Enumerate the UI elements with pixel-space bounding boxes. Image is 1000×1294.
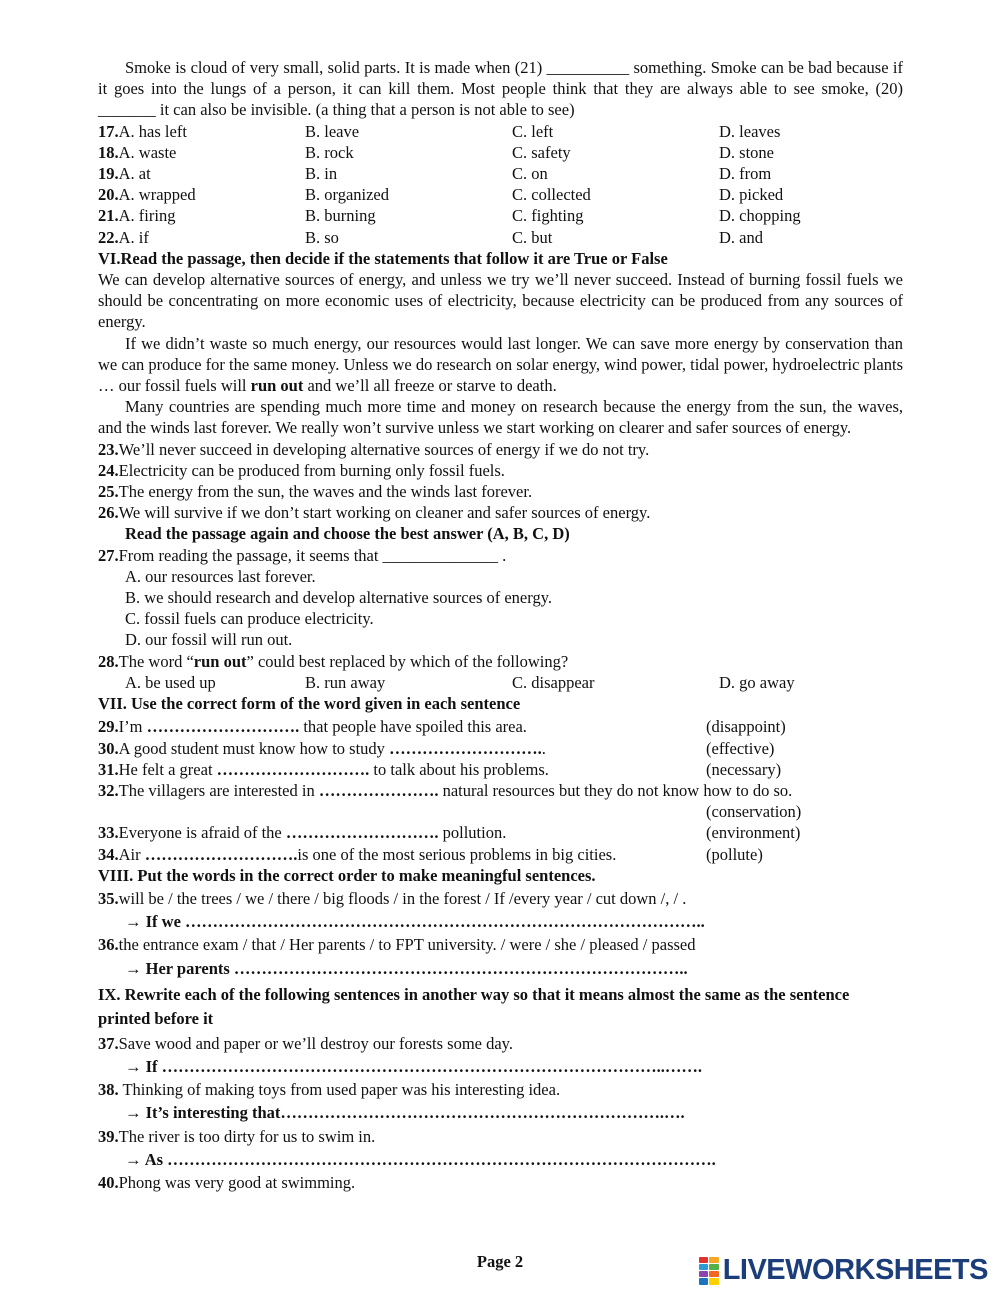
- option-a: A. be used up: [125, 672, 216, 692]
- logo-tile: [699, 1271, 709, 1277]
- brand-name: LIVEWORKSHEETS: [722, 1254, 988, 1286]
- sentence-text: I’m: [118, 717, 147, 737]
- question-number: 27.: [98, 545, 119, 565]
- question-36: [98, 934, 903, 955]
- option-d: D. picked: [719, 185, 784, 205]
- option-b: B. leave: [305, 121, 360, 141]
- question-number: 39.: [98, 1126, 119, 1146]
- mcq-list: [98, 121, 903, 248]
- question-number: 34.: [98, 844, 119, 864]
- answer-line-39[interactable]: → As ……………………………………………………………………………………….: [125, 1149, 716, 1169]
- sentence-text: He felt a great: [118, 759, 217, 779]
- option-d: D. and: [719, 227, 763, 247]
- question-text: the entrance exam / that / Her parents / to FPT university. / were / she / pleased / passed: [118, 935, 696, 955]
- highlighted-phrase: run out: [193, 651, 247, 671]
- word-form-hint-row: [98, 801, 903, 822]
- mcq-row: [98, 227, 903, 248]
- option-d: D. from: [719, 164, 772, 184]
- option-d: D. go away: [719, 672, 795, 692]
- question-number: 33.: [98, 823, 119, 843]
- word-form-item-29: [98, 716, 903, 737]
- word-form-item-30: [98, 738, 903, 759]
- word-hint: (pollute): [706, 844, 763, 864]
- mcq-row: [98, 142, 903, 163]
- logo-tile: [709, 1278, 719, 1284]
- option-a: A. has left: [118, 121, 187, 141]
- statement-24: [98, 460, 903, 481]
- answer-blank[interactable]: ……………………….: [285, 823, 439, 843]
- question-text: Save wood and paper or we’ll destroy our forests some day.: [118, 1033, 513, 1053]
- question-text: From reading the passage, it seems that ______________ .: [118, 545, 507, 565]
- answer-blank[interactable]: ……………………….: [144, 844, 298, 864]
- option-c: C. collected: [512, 185, 591, 205]
- option-b: B. rock: [305, 142, 354, 162]
- paragraph-text: If we didn’t waste so much energy, our resources would last longer. We can save more energy by conservation than we can produce for the same money. Unless we do research on solar energy, wind power, tidal power, hydroelectric plants … our fossil fuels will: [98, 333, 903, 396]
- question-38: [98, 1079, 903, 1100]
- mcq-row: [98, 184, 903, 205]
- energy-paragraph-1: We can develop alternative sources of energy, and unless we try we’ll never succeed. Instead of burning fossil fuels we should be concentrating on more economic uses of electricity, because electricity can be produced from any sources of energy.: [98, 270, 903, 332]
- sentence-text: that people have spoiled this area.: [299, 717, 527, 737]
- question-number: 36.: [98, 935, 119, 955]
- question-number: 23.: [98, 439, 119, 459]
- liveworksheets-icon: [699, 1257, 719, 1285]
- option-a: A. waste: [118, 142, 177, 162]
- question-number: 37.: [98, 1033, 119, 1053]
- question-number: 31.: [98, 759, 119, 779]
- answer-blank[interactable]: ………………….: [318, 780, 439, 800]
- option-a: A. firing: [118, 206, 176, 226]
- answer-blank[interactable]: ……………………….: [389, 738, 542, 758]
- word-form-item-31: [98, 759, 903, 780]
- logo-tile: [699, 1264, 709, 1270]
- question-text: will be / the trees / we / there / big floods / in the forest / If /every year / cut down /, / .: [118, 888, 687, 908]
- question-27: [98, 545, 903, 566]
- question-37: [98, 1033, 903, 1054]
- logo-tile: [709, 1264, 719, 1270]
- option-c: C. fighting: [512, 206, 584, 226]
- question-number: 18.: [98, 142, 119, 162]
- word-hint: (conservation): [706, 802, 802, 822]
- question-28: [98, 651, 903, 672]
- option-c: C. on: [512, 164, 548, 184]
- option-b: B. so: [305, 227, 339, 247]
- option-c: C. fossil fuels can produce electricity.: [125, 609, 374, 629]
- question-number: 28.: [98, 651, 119, 671]
- answer-blank[interactable]: ……………………….: [146, 717, 300, 737]
- option-b: B. run away: [305, 672, 386, 692]
- option-c: C. disappear: [512, 672, 595, 692]
- energy-paragraph-2: [98, 333, 903, 397]
- section-9-heading: IX. Rewrite each of the following sentences in another way so that it means almost the same as the sentence printed before it: [98, 984, 850, 1028]
- mcq-row: [98, 163, 903, 184]
- statement-text: The energy from the sun, the waves and the winds last forever.: [118, 482, 533, 502]
- word-form-item-34: [98, 844, 903, 865]
- word-hint: (effective): [706, 738, 775, 758]
- liveworksheets-logo[interactable]: [699, 1254, 988, 1287]
- question-number: 24.: [98, 460, 119, 480]
- option-c: C. but: [512, 227, 553, 247]
- question-number: 20.: [98, 185, 119, 205]
- question-number: 19.: [98, 164, 119, 184]
- statement-26: [98, 502, 903, 523]
- word-hint: (environment): [706, 823, 801, 843]
- page-number: Page 2: [476, 1252, 524, 1271]
- option-d: D. our fossil will run out.: [125, 630, 293, 650]
- question-text: The word “: [118, 651, 194, 671]
- word-hint: (disappoint): [706, 717, 786, 737]
- question-text: Thinking of making toys from used paper was his interesting idea.: [118, 1080, 561, 1100]
- mcq-row: [98, 672, 903, 693]
- question-number: 35.: [98, 888, 119, 908]
- option-b: B. burning: [305, 206, 376, 226]
- statement-text: We’ll never succeed in developing alternative sources of energy if we do not try.: [118, 439, 650, 459]
- section-6-heading: VI.Read the passage, then decide if the statements that follow it are True or False: [98, 248, 668, 268]
- section-7-heading: VII. Use the correct form of the word given in each sentence: [98, 694, 521, 714]
- question-number: 17.: [98, 121, 119, 141]
- question-number: 38.: [98, 1080, 119, 1100]
- word-form-item-33: [98, 822, 903, 843]
- energy-paragraph-3: Many countries are spending much more time and money on research because the energy from the sun, the waves, and the winds last forever. We really won’t survive unless we start working on clearer and safer sources of energy.: [98, 397, 903, 438]
- section-8-heading: VIII. Put the words in the correct order to make meaningful sentences.: [98, 865, 596, 885]
- sentence-text: .: [541, 738, 546, 758]
- sentence-text: Air: [118, 844, 145, 864]
- statement-text: We will survive if we don’t start working on cleaner and safer sources of energy.: [118, 503, 651, 523]
- question-number: 30.: [98, 738, 119, 758]
- answer-line-37[interactable]: → If ………………………………………………………………………………..…….: [125, 1056, 703, 1076]
- question-number: 25.: [98, 482, 119, 502]
- statement-text: Electricity can be produced from burning only fossil fuels.: [118, 460, 505, 480]
- worksheet-page: [98, 57, 903, 1193]
- logo-tile: [709, 1257, 719, 1263]
- option-b: B. in: [305, 164, 338, 184]
- question-text: Phong was very good at swimming.: [118, 1172, 356, 1192]
- mcq-row: [98, 205, 903, 226]
- logo-tile: [699, 1278, 709, 1284]
- option-a: A. our resources last forever.: [125, 566, 316, 586]
- question-number: 32.: [98, 780, 119, 800]
- answer-line-36[interactable]: → Her parents ………………………………………………………………………..: [125, 958, 688, 978]
- logo-tile: [709, 1271, 719, 1277]
- word-form-item-32: [98, 780, 903, 801]
- sentence-text: Everyone is afraid of the: [118, 823, 286, 843]
- question-number: 22.: [98, 227, 119, 247]
- section-6-subheading: Read the passage again and choose the best answer (A, B, C, D): [125, 524, 570, 544]
- option-c: C. left: [512, 121, 554, 141]
- question-number: 40.: [98, 1172, 119, 1192]
- logo-tile: [699, 1257, 709, 1263]
- question-text: ” could best replaced by which of the following?: [246, 651, 569, 671]
- question-40: [98, 1172, 903, 1193]
- option-d: D. stone: [719, 142, 774, 162]
- answer-line-38[interactable]: → It’s interesting that…………………………………………………………….….: [125, 1103, 685, 1123]
- sentence-text: to talk about his problems.: [369, 759, 549, 779]
- option-c: C. safety: [512, 142, 571, 162]
- word-form-list: [98, 716, 903, 864]
- passage-smoke: Smoke is cloud of very small, solid parts. It is made when (21) __________ something. Smoke can be bad because if it goes into the lungs of a person, it can kill them. Most people think that they are always able to see smoke, (20) _______ it can also be invisible. (a thing that a person is not able to see): [98, 58, 903, 120]
- answer-blank[interactable]: ……………………….: [216, 759, 370, 779]
- statement-25: [98, 481, 903, 502]
- paragraph-text: and we’ll all freeze or starve to death.: [303, 376, 557, 396]
- mcq-row: [98, 121, 903, 142]
- question-35: [98, 888, 903, 909]
- option-d: D. leaves: [719, 121, 781, 141]
- option-d: D. chopping: [719, 206, 801, 226]
- sentence-text: pollution.: [438, 823, 507, 843]
- highlighted-phrase: run out: [250, 376, 304, 396]
- sentence-text: A good student must know how to study: [118, 738, 390, 758]
- question-number: 26.: [98, 503, 119, 523]
- option-a: A. if: [118, 227, 149, 247]
- word-hint: (necessary): [706, 759, 782, 779]
- statement-23: [98, 439, 903, 460]
- answer-line-35[interactable]: → If we …………………………………………………………………………………..: [125, 912, 705, 932]
- option-b: B. organized: [305, 185, 390, 205]
- sentence-text: The villagers are interested in: [118, 780, 319, 800]
- question-number: 29.: [98, 717, 119, 737]
- option-b: B. we should research and develop alternative sources of energy.: [125, 588, 553, 608]
- option-a: A. at: [118, 164, 151, 184]
- option-a: A. wrapped: [118, 185, 196, 205]
- sentence-text: is one of the most serious problems in big cities.: [297, 844, 617, 864]
- question-number: 21.: [98, 206, 119, 226]
- sentence-text: natural resources but they do not know how to do so.: [438, 780, 793, 800]
- question-39: [98, 1126, 903, 1147]
- question-text: The river is too dirty for us to swim in.: [118, 1126, 376, 1146]
